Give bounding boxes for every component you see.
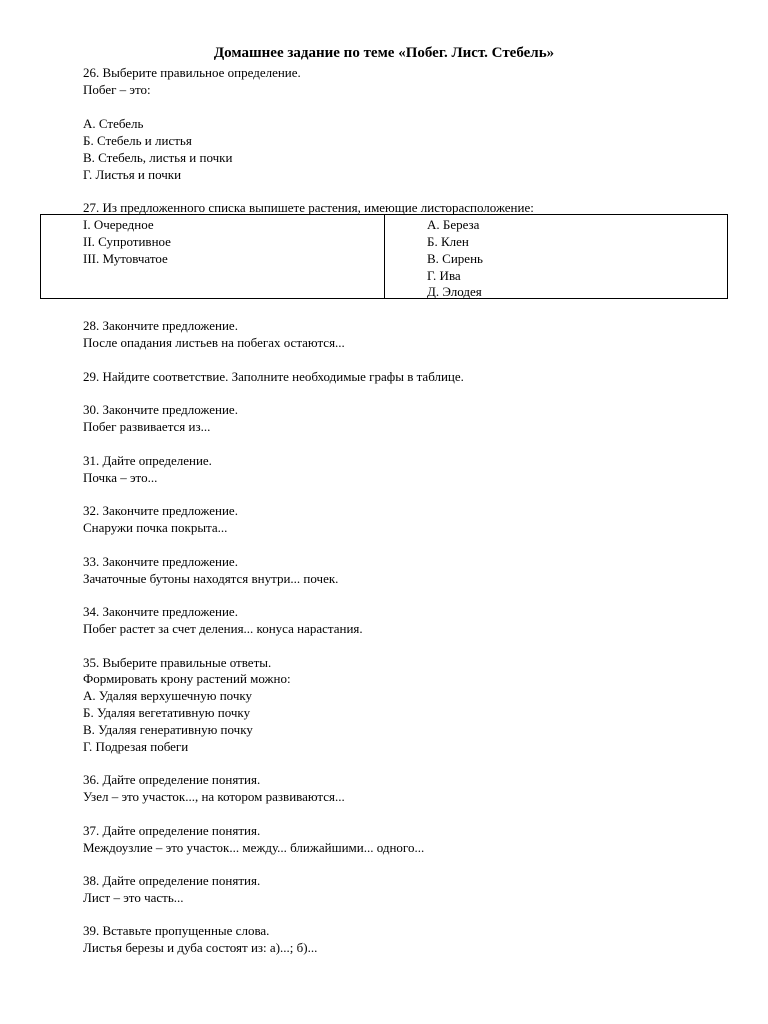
q28-stem: После опадания листьев на побегах остаются... [83,335,345,350]
table-left-item: II. Супротивное [83,234,171,249]
q26-option: В. Стебель, листья и почки [83,150,233,165]
q26-stem: Побег – это: [83,82,151,97]
q35-option: В. Удаляя генеративную почку [83,722,253,737]
table-right-item: В. Сирень [427,251,483,266]
q33-stem: Зачаточные бутоны находятся внутри... почек. [83,571,339,586]
q39-prompt: 39. Вставьте пропущенные слова. [83,923,270,938]
table-divider [384,215,385,298]
q27-table [40,214,728,299]
page-title: Домашнее задание по теме «Побег. Лист. Стебель» [213,45,555,61]
q35-option: Б. Удаляя вегетативную почку [83,705,251,720]
q28-prompt: 28. Закончите предложение. [83,318,238,333]
q36-stem: Узел – это участок..., на котором развиваются... [83,789,345,804]
table-left-item: III. Мутовчатое [83,251,168,266]
table-left-item: I. Очередное [83,217,154,232]
q29-prompt: 29. Найдите соответствие. Заполните необходимые графы в таблице. [83,369,464,384]
q35-option: А. Удаляя верхушечную почку [83,688,253,703]
q32-prompt: 32. Закончите предложение. [83,503,238,518]
q31-prompt: 31. Дайте определение. [83,453,212,468]
q27-prompt: 27. Из предложенного списка выпишете растения, имеющие листорасположение: [83,200,534,215]
q38-stem: Лист – это часть... [83,890,184,905]
table-right-item: Д. Элодея [427,284,482,299]
q33-prompt: 33. Закончите предложение. [83,554,238,569]
q35-prompt: 35. Выберите правильные ответы. [83,655,272,670]
q38-prompt: 38. Дайте определение понятия. [83,873,261,888]
q37-prompt: 37. Дайте определение понятия. [83,823,261,838]
q30-prompt: 30. Закончите предложение. [83,402,238,417]
q34-stem: Побег растет за счет деления... конуса нарастания. [83,621,363,636]
q31-stem: Почка – это... [83,470,158,485]
q39-stem: Листья березы и дуба состоят из: а)...; б)... [83,940,318,955]
q26-option: А. Стебель [83,116,144,131]
q36-prompt: 36. Дайте определение понятия. [83,772,261,787]
q30-stem: Побег развивается из... [83,419,211,434]
table-right-item: А. Береза [427,217,480,232]
q26-prompt: 26. Выберите правильное определение. [83,65,301,80]
q32-stem: Снаружи почка покрыта... [83,520,228,535]
q34-prompt: 34. Закончите предложение. [83,604,238,619]
table-right-item: Б. Клен [427,234,469,249]
q35-stem: Формировать крону растений можно: [83,671,291,686]
q26-option: Г. Листья и почки [83,167,182,182]
table-right-item: Г. Ива [427,268,461,283]
q37-stem: Междоузлие – это участок... между... ближайшими... одного... [83,840,425,855]
q26-option: Б. Стебель и листья [83,133,192,148]
q35-option: Г. Подрезая побеги [83,739,189,754]
